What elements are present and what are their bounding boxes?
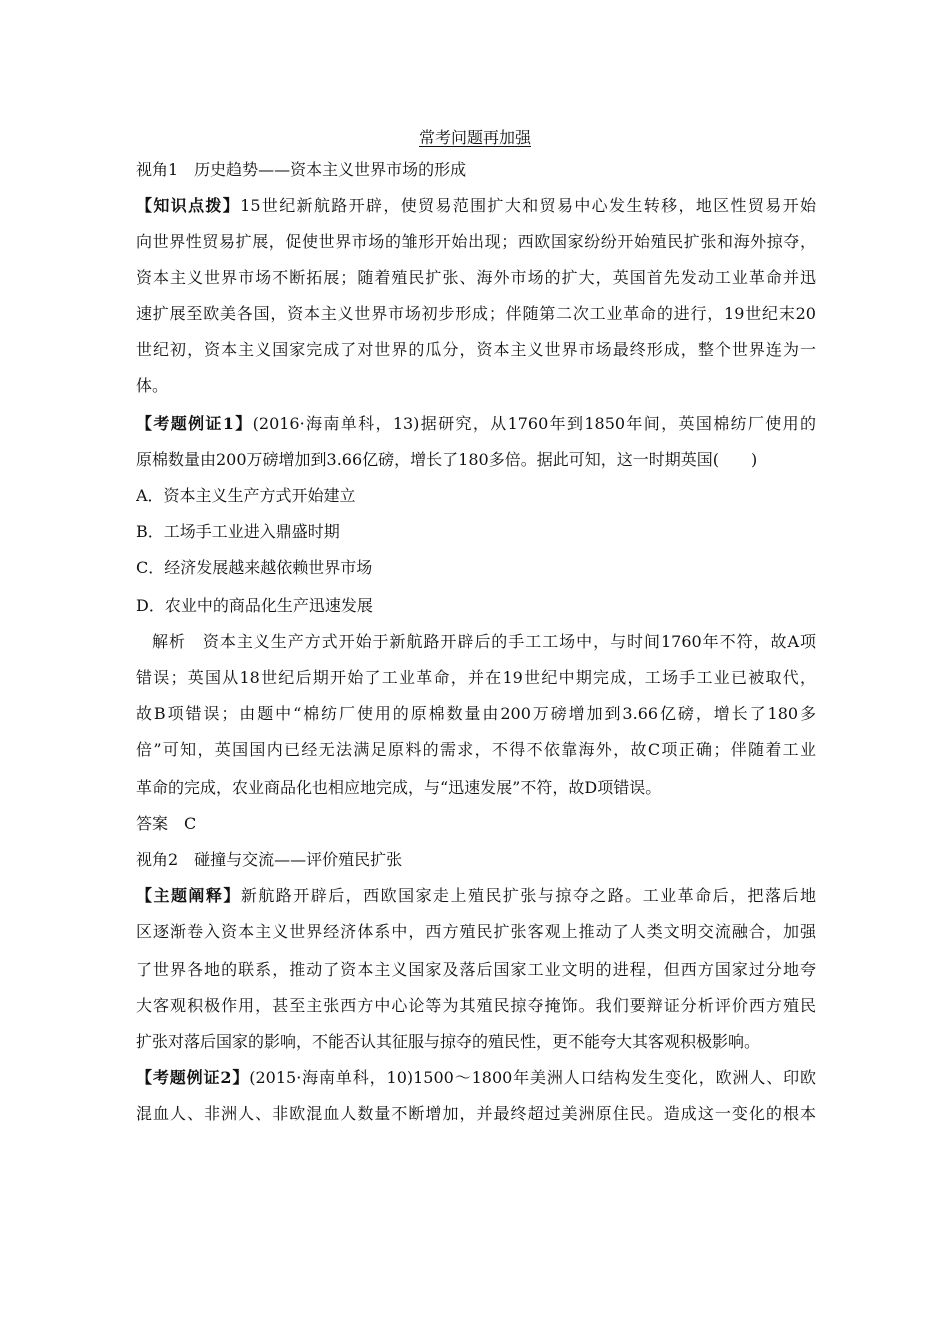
section-heading-1: 视角1 历史趋势——资本主义世界市场的形成 — [136, 160, 467, 179]
theme-line-5: 扩张对落后国家的影响，不能否认其征服与掠夺的殖民性，更不能夸大其客观积极影响。 — [136, 1032, 761, 1051]
example-2-label: 【考题例证2】 — [136, 1068, 250, 1087]
section-heading-2: 视角2 碰撞与交流——评价殖民扩张 — [136, 850, 403, 869]
option-b: B．工场手工业进入鼎盛时期 — [136, 522, 340, 541]
example-1-line-2: 原棉数量由200万磅增加到3.66亿磅，增长了180多倍。据此可知，这一时期英国( ) — [136, 450, 758, 469]
theme-line-1: 【主题阐释】新航路开辟后，西欧国家走上殖民扩张与掠夺之路。工业革命后，把落后地 — [136, 886, 816, 905]
analysis-line-4: 倍”可知，英国国内已经无法满足原料的需求，不得不依靠海外，故C项正确；伴随着工业 — [136, 740, 816, 759]
page-title: 常考问题再加强 — [418, 128, 531, 147]
knowledge-line-5: 世纪初，资本主义国家完成了对世界的瓜分，资本主义世界市场最终形成，整个世界连为一 — [136, 340, 816, 359]
knowledge-line-6: 体。 — [136, 376, 169, 395]
example-2-line-2: 混血人、非洲人、非欧混血人数量不断增加，并最终超过美洲原住民。造成这一变化的根本 — [136, 1104, 816, 1123]
analysis-line-2: 错误；英国从18世纪后期开始了工业革命，并在19世纪中期完成，工场手工业已被取代， — [136, 668, 816, 687]
analysis-line-1: 解析 资本主义生产方式开始于新航路开辟后的手工工场中，与时间1760年不符，故A项 — [152, 632, 816, 651]
knowledge-line-2: 向世界性贸易扩展，促使世界市场的雏形开始出现；西欧国家纷纷开始殖民扩张和海外掠夺， — [136, 232, 816, 251]
option-a: A．资本主义生产方式开始建立 — [136, 486, 356, 505]
example-2-line-1: 【考题例证2】(2015·海南单科，10)1500～1800年美洲人口结构发生变化，欧洲人、印欧 — [136, 1068, 816, 1087]
example-1-line-1: 【考题例证1】(2016·海南单科，13)据研究，从1760年到1850年间，英国棉纺厂使用的 — [136, 414, 816, 433]
theme-line-3: 了世界各地的联系，推动了资本主义国家及落后国家工业文明的进程，但西方国家过分地夸 — [136, 960, 816, 979]
theme-line-4: 大客观积极作用，甚至主张西方中心论等为其殖民掠夺掩饰。我们要辩证分析评价西方殖民 — [136, 996, 816, 1015]
example-1-label: 【考题例证1】 — [136, 414, 253, 433]
knowledge-line-4: 速扩展至欧美各国，资本主义世界市场初步形成；伴随第二次工业革命的进行，19世纪末20 — [136, 304, 816, 323]
knowledge-line-3: 资本主义世界市场不断拓展；随着殖民扩张、海外市场的扩大，英国首先发动工业革命并迅 — [136, 268, 816, 287]
option-d: D．农业中的商品化生产迅速发展 — [136, 596, 373, 615]
knowledge-label: 【知识点拨】 — [136, 196, 241, 215]
answer-line: 答案 C — [136, 814, 197, 833]
analysis-line-3: 故B项错误；由题中“棉纺厂使用的原棉数量由200万磅增加到3.66亿磅，增长了180多 — [136, 704, 816, 723]
theme-label: 【主题阐释】 — [136, 886, 241, 905]
theme-line-2: 区逐渐卷入资本主义世界经济体系中，西方殖民扩张客观上推动了人类文明交流融合，加强 — [136, 922, 816, 941]
knowledge-line-1: 【知识点拨】15世纪新航路开辟，使贸易范围扩大和贸易中心发生转移，地区性贸易开始 — [136, 196, 816, 215]
analysis-line-5: 革命的完成，农业商品化也相应地完成，与“迅速发展”不符，故D项错误。 — [136, 778, 662, 797]
option-c: C．经济发展越来越依赖世界市场 — [136, 558, 373, 577]
